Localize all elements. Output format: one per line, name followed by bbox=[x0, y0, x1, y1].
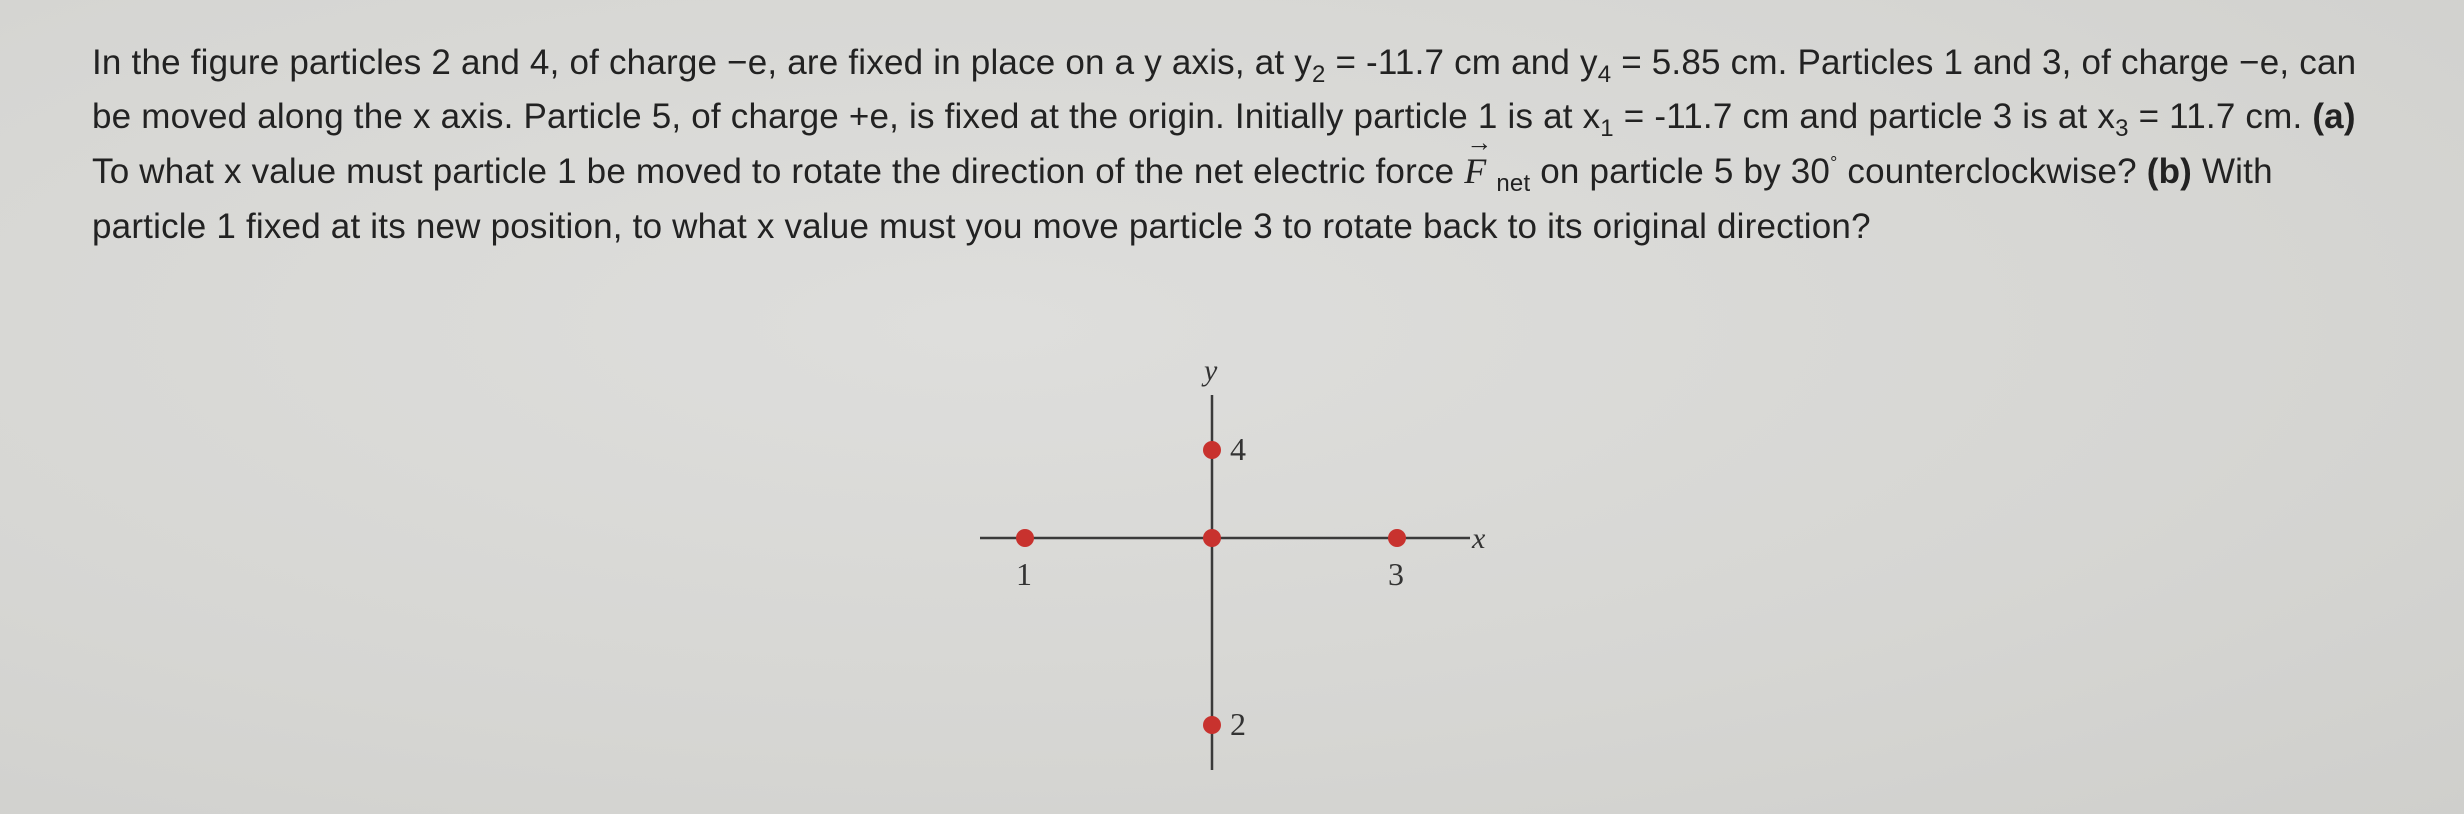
part-b-text: With particle 1 fixed at its new position, to what x value must you move particle 3 to rotate back to its original direction? bbox=[92, 152, 2273, 246]
force-vector-symbol bbox=[1464, 128, 1493, 196]
x3-subscript: 3 bbox=[2115, 115, 2129, 142]
x3-value: = 11.7 cm. bbox=[2128, 97, 2313, 136]
y-axis-label: y bbox=[1204, 354, 1218, 387]
y2-subscript: 2 bbox=[1311, 61, 1326, 88]
particle-4 bbox=[1203, 441, 1221, 459]
force-subscript: net bbox=[1496, 170, 1531, 197]
y2-value: = -11.7 cm and y bbox=[1325, 43, 1598, 82]
particle-5 bbox=[1203, 529, 1221, 547]
question-paragraph bbox=[92, 38, 2382, 252]
part-b-label: (b) bbox=[2146, 152, 2193, 191]
y4-subscript: 4 bbox=[1597, 61, 1612, 88]
particle-2-label: 2 bbox=[1230, 706, 1246, 742]
part-a-label: (a) bbox=[2312, 97, 2356, 136]
x-axis-label: x bbox=[1472, 522, 1486, 555]
part-a-text-3: counterclockwise? bbox=[1837, 152, 2147, 191]
particle-3-label: 3 bbox=[1388, 556, 1404, 592]
x1-subscript: 1 bbox=[1600, 115, 1614, 142]
part-a-text-2: on particle 5 by 30 bbox=[1530, 152, 1831, 191]
particle-1 bbox=[1016, 529, 1034, 547]
question-intro: In the figure particles 2 and 4, of charge −e, are fixed in place on a y axis, at y bbox=[92, 43, 1312, 82]
y4-value: = 5.85 cm. Particles 1 and 3, of charge −e, can be moved along the x axis. Particle 5, of charge +e, is fixed at the origin. Initially particle 1 is at x bbox=[92, 43, 2357, 136]
particle-figure bbox=[960, 350, 1520, 780]
force-letter: F bbox=[1464, 151, 1487, 191]
question-text bbox=[92, 38, 2382, 252]
particle-4-label: 4 bbox=[1230, 431, 1246, 467]
vector-arrow-icon: → bbox=[1466, 128, 1493, 157]
degree-symbol: ° bbox=[1830, 153, 1838, 173]
figure-svg bbox=[960, 350, 1520, 780]
particle-1-label: 1 bbox=[1016, 556, 1032, 592]
x1-value: = -11.7 cm and particle 3 is at x bbox=[1613, 97, 2116, 136]
part-a-text: To what x value must particle 1 be moved to rotate the direction of the net electric force bbox=[92, 152, 1465, 191]
particle-3 bbox=[1388, 529, 1406, 547]
particle-2 bbox=[1203, 716, 1221, 734]
